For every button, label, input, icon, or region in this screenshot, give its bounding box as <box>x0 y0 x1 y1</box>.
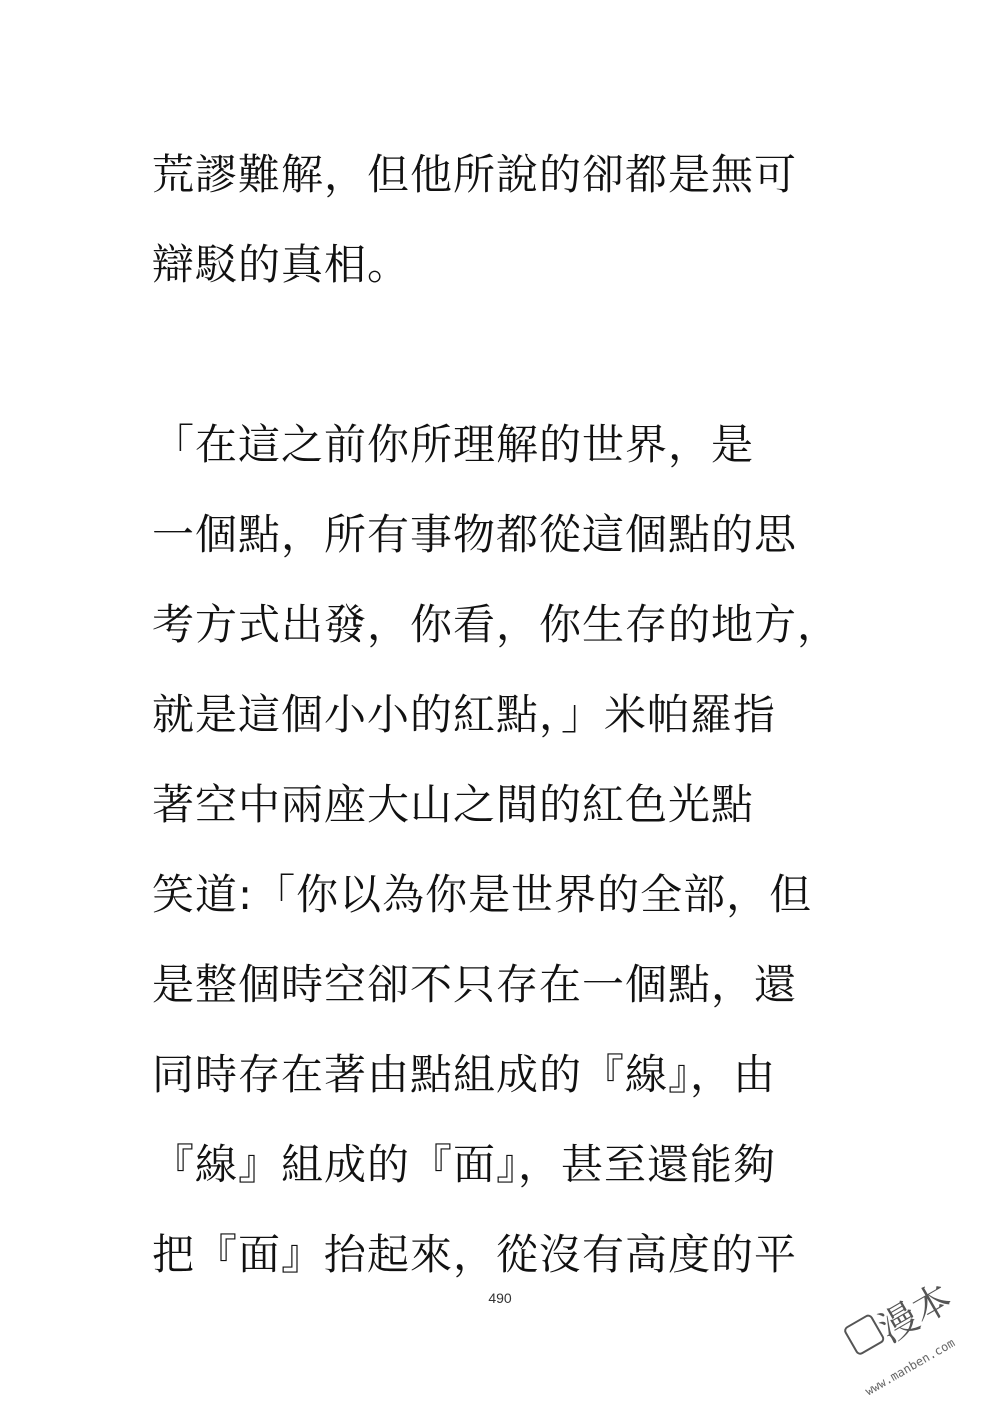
watermark <box>840 1274 990 1404</box>
text-line: 一個點，所有事物都從這個點的思 <box>152 510 798 559</box>
watermark-url: www.manben.com <box>862 1335 958 1399</box>
paragraph-gap <box>152 310 852 400</box>
text-line: 荒謬難解，但他所說的卻都是無可 <box>152 150 798 199</box>
text-line: 把『面』抬起來，從沒有高度的平 <box>152 1230 798 1279</box>
text-line: 「在這之前你所理解的世界，是 <box>152 420 755 469</box>
watermark-logo-text: 漫本 <box>871 1275 960 1352</box>
page-number: 490 <box>488 1290 512 1306</box>
text-line: 就是這個小小的紅點，」米帕羅指 <box>152 690 777 739</box>
text-line: 『線』組成的『面』，甚至還能夠 <box>152 1140 777 1189</box>
body-text <box>152 130 852 1300</box>
text-line: 辯駁的真相。 <box>152 240 411 289</box>
text-line: 笑道:「你以為你是世界的全部，但 <box>152 870 813 919</box>
text-line: 同時存在著由點組成的『線』，由 <box>152 1050 777 1099</box>
text-line: 是整個時空卻不只存在一個點，還 <box>152 960 798 1009</box>
text-line: 考方式出發，你看，你生存的地方， <box>152 600 841 649</box>
text-line: 著空中兩座大山之間的紅色光點 <box>152 780 755 829</box>
